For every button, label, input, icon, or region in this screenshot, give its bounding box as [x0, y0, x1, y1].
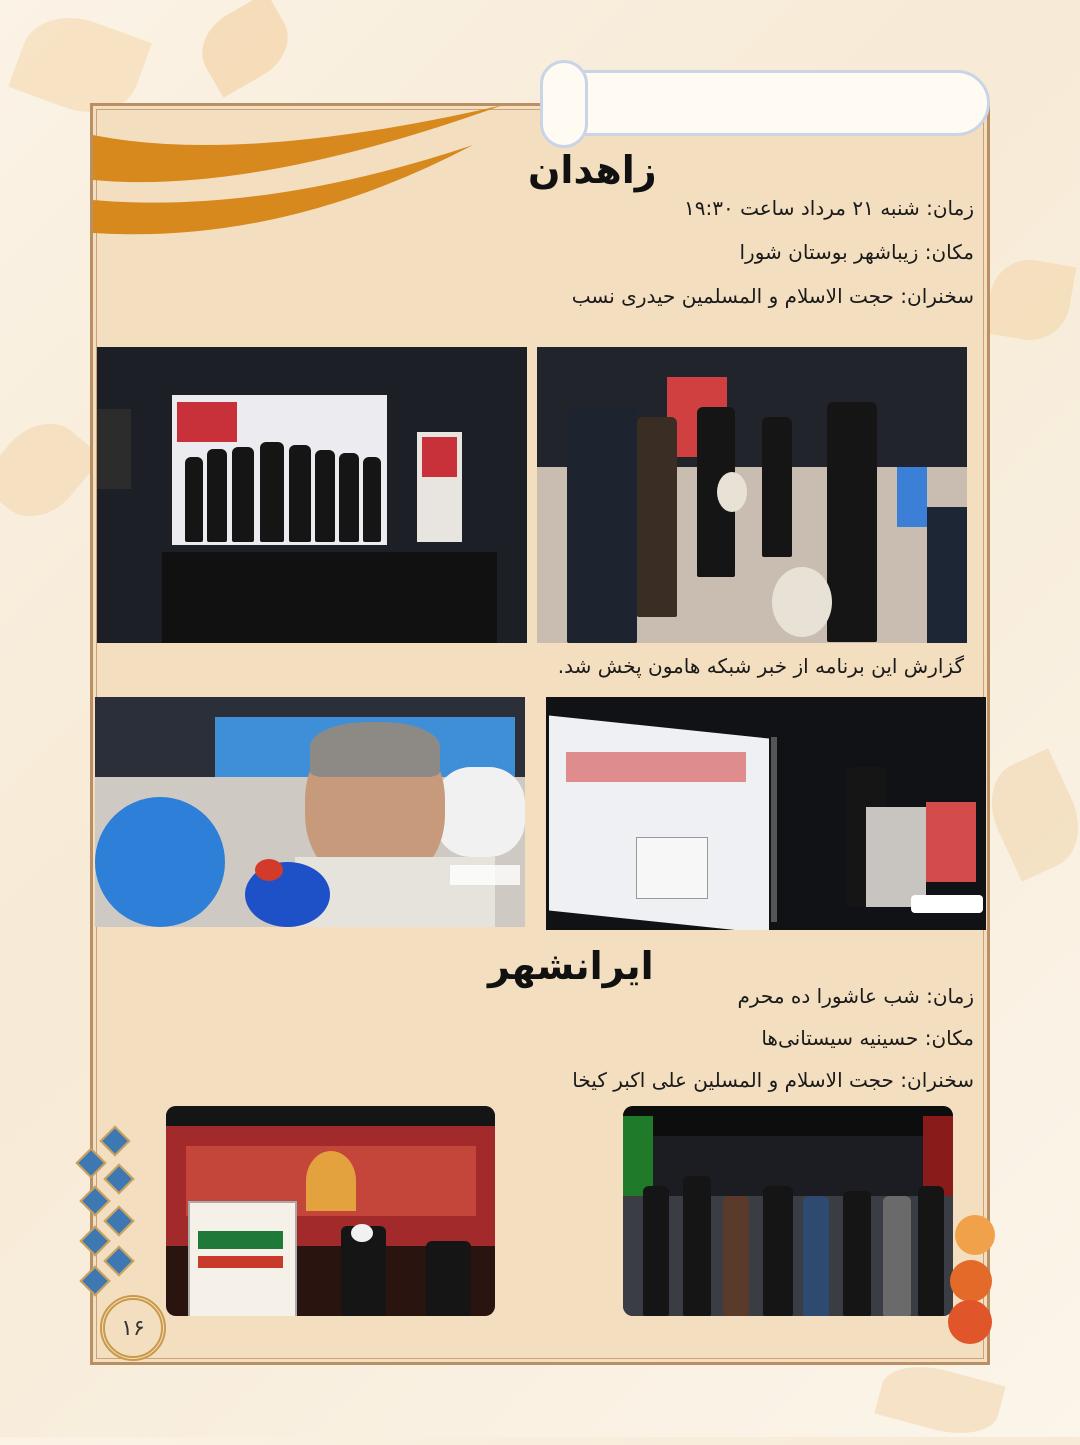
section-title-iranshahr: ایرانشهر	[488, 944, 654, 988]
page-number: ۱۶	[100, 1295, 166, 1361]
decorative-flower	[948, 1300, 992, 1344]
event-time: زمان: شب عاشورا ده محرم	[737, 984, 974, 1008]
event-speaker: سخنران: حجت الاسلام و المسلین علی اکبر کیخا	[572, 1068, 974, 1092]
decorative-leaf	[976, 748, 1080, 882]
event-time: زمان: شنبه ۲۱ مرداد ساعت ۱۹:۳۰	[684, 196, 974, 220]
decorative-leaf	[874, 1355, 1005, 1444]
photo-interview	[95, 697, 525, 927]
header-tab-ornament	[540, 60, 588, 148]
photo-hosseinieh-stage	[166, 1106, 495, 1316]
decorative-leaf	[0, 406, 103, 534]
event-place: مکان: زیباشهر بوستان شورا	[739, 240, 974, 264]
event-speaker: سخنران: حجت الاسلام و المسلمین حیدری نسب	[571, 284, 974, 308]
decorative-leaf	[189, 0, 302, 98]
event-place: مکان: حسینیه سیستانی‌ها	[761, 1026, 974, 1050]
header-tab	[545, 70, 990, 136]
photo-stage-performance	[97, 347, 527, 643]
decorative-flower	[955, 1215, 995, 1255]
photo-drummers	[537, 347, 967, 643]
decorative-leaf	[984, 254, 1077, 347]
photo-speaker-banner	[546, 697, 986, 930]
section-title-zahedan: زاهدان	[528, 148, 657, 192]
broadcast-caption: گزارش این برنامه از خبر شبکه هامون پخش شد.	[557, 654, 964, 678]
decorative-flower	[950, 1260, 992, 1302]
photo-mourners-crowd	[623, 1106, 953, 1316]
swoosh-decoration	[93, 105, 513, 240]
